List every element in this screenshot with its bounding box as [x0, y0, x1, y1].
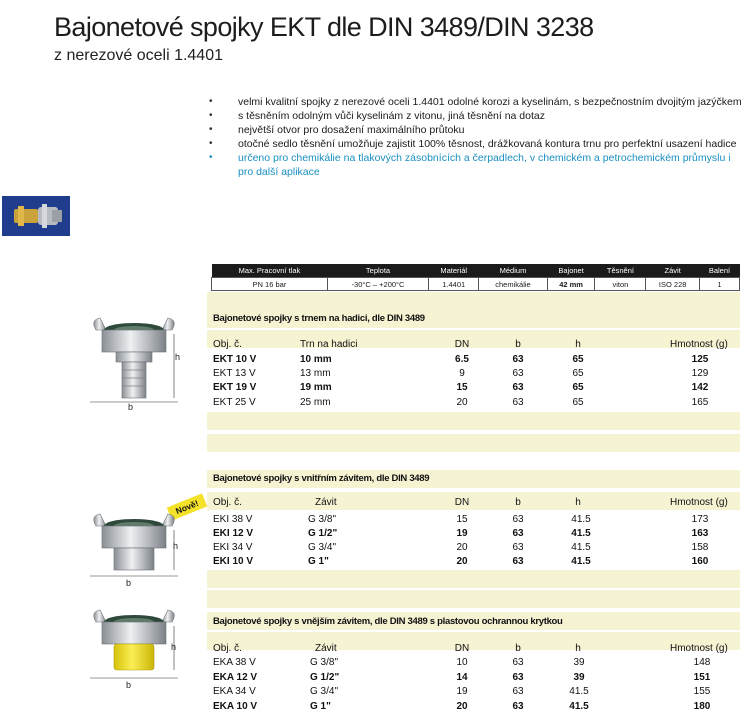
cell-weight: 180: [693, 701, 711, 712]
cell-weight: 129: [691, 368, 709, 379]
table-band: [207, 632, 740, 650]
spec-value: -30°C – +200°C: [327, 278, 428, 291]
cell-weight: 125: [691, 354, 709, 365]
col-header: Obj. č.: [213, 643, 242, 654]
cell-b: 63: [512, 672, 524, 683]
cell-h: 41.5: [571, 542, 591, 553]
feature-item: • největší otvor pro dosažení maximálního průtoku: [206, 123, 746, 137]
cell-h: 65: [572, 354, 584, 365]
table-band: [207, 292, 740, 310]
cell-dn: 20: [456, 542, 468, 553]
cell-b: 63: [512, 397, 524, 408]
cell-dn: 10: [456, 657, 468, 668]
cell-dn: 19: [456, 686, 468, 697]
cell-conn: 25 mm: [300, 397, 331, 408]
cell-obj: EKT 25 V: [213, 397, 256, 408]
cell-h: 41.5: [571, 556, 591, 567]
col-header: h: [575, 643, 581, 654]
cell-conn: G 1/2": [308, 528, 338, 539]
spec-value: 1.4401: [429, 278, 479, 291]
cell-obj: EKA 12 V: [213, 672, 258, 683]
spec-value-row: [212, 278, 740, 291]
cell-h: 41.5: [569, 701, 589, 712]
spec-header: Bajonet: [547, 264, 595, 278]
table-band: [207, 412, 740, 430]
cell-obj: EKT 19 V: [213, 382, 257, 393]
cell-dn: 20: [456, 701, 468, 712]
cell-b: 63: [512, 354, 524, 365]
table-band: [207, 570, 740, 588]
cell-h: 41.5: [569, 686, 589, 697]
col-header: h: [575, 497, 581, 508]
col-header: Hmotnost (g): [670, 497, 728, 508]
section-title: Bajonetové spojky s vnějším závitem, dle DIN 3489 s plastovou ochrannou krytkou: [213, 616, 563, 627]
table-band: [207, 434, 740, 452]
cell-conn: G 3/4": [308, 542, 337, 553]
col-header: Obj. č.: [213, 339, 242, 350]
col-header: h: [575, 339, 581, 350]
cell-b: 63: [512, 528, 524, 539]
cell-weight: 155: [693, 686, 711, 697]
col-header: b: [515, 497, 521, 508]
cell-conn: G 1": [310, 701, 331, 712]
spec-value: chemikálie: [479, 278, 547, 291]
spec-header: Závit: [646, 264, 700, 278]
col-header: DN: [454, 497, 470, 508]
page-subtitle: z nerezové oceli 1.4401: [54, 47, 223, 64]
spec-value: 1: [699, 278, 739, 291]
cell-conn: G 3/8": [310, 657, 339, 668]
cell-h: 39: [573, 672, 585, 683]
cell-dn: 9: [459, 368, 465, 379]
col-header: Hmotnost (g): [670, 339, 728, 350]
spec-header: Médium: [479, 264, 547, 278]
spec-header: Balení: [699, 264, 739, 278]
cell-conn: 10 mm: [300, 354, 332, 365]
spec-header-row: [212, 264, 740, 278]
cell-obj: EKI 34 V: [213, 542, 253, 553]
product-image-male-thread-cap: [84, 608, 184, 684]
cell-h: 65: [572, 382, 584, 393]
cell-h: 65: [572, 397, 584, 408]
cell-b: 63: [512, 382, 524, 393]
cell-b: 63: [512, 701, 524, 712]
cell-obj: EKA 38 V: [213, 657, 256, 668]
spec-header: Max. Pracovní tlak: [212, 264, 328, 278]
cell-b: 63: [512, 542, 524, 553]
cell-b: 63: [512, 657, 524, 668]
cell-conn: 13 mm: [300, 368, 331, 379]
col-header: DN: [454, 643, 470, 654]
col-header: b: [515, 339, 521, 350]
cell-dn: 19: [456, 528, 468, 539]
spec-table: [211, 264, 740, 291]
dimension-b-label: b: [128, 402, 134, 412]
cell-h: 41.5: [571, 514, 591, 525]
cell-dn: 14: [456, 672, 468, 683]
cell-h: 41.5: [571, 528, 591, 539]
table-band: [207, 590, 740, 608]
cell-obj: EKT 10 V: [213, 354, 257, 365]
cell-weight: 165: [691, 397, 709, 408]
cell-dn: 20: [456, 397, 468, 408]
spec-header: Těsnění: [595, 264, 646, 278]
spec-value: 42 mm: [547, 278, 595, 291]
feature-item: • velmi kvalitní spojky z nerezové oceli 1.4401 odolné korozi a kyselinám, s bezpečnostním dvojitým jazýčkem: [206, 95, 746, 109]
page-title: Bajonetové spojky EKT dle DIN 3489/DIN 3238: [54, 12, 594, 42]
cell-conn: 19 mm: [300, 382, 332, 393]
col-header: b: [515, 643, 521, 654]
table-band: [207, 492, 740, 510]
cell-conn: G 1/2": [310, 672, 340, 683]
cell-b: 63: [512, 514, 524, 525]
dimension-h-label: h: [175, 352, 181, 362]
cell-dn: 15: [456, 514, 468, 525]
cell-weight: 173: [691, 514, 709, 525]
spec-header: Teplota: [327, 264, 428, 278]
cell-obj: EKT 13 V: [213, 368, 256, 379]
cell-conn: G 3/4": [310, 686, 339, 697]
table-band: [207, 330, 740, 348]
col-header: Závit: [315, 497, 337, 508]
col-header: Trn na hadici: [300, 339, 358, 350]
cell-h: 65: [572, 368, 584, 379]
dimension-h-label: h: [173, 541, 179, 551]
product-image-hose-tail: [84, 312, 184, 408]
feature-item: • s těsněním odolným vůči kyselinám z vitonu, jiná těsnění na dotaz: [206, 109, 746, 123]
col-header: Závit: [315, 643, 337, 654]
cell-obj: EKA 10 V: [213, 701, 258, 712]
cell-conn: G 3/8": [308, 514, 337, 525]
cell-dn: 20: [456, 556, 468, 567]
col-header: DN: [454, 339, 470, 350]
cell-dn: 6.5: [455, 354, 469, 365]
cell-weight: 160: [691, 556, 709, 567]
feature-item: • otočné sedlo těsnění umožňuje zajistit 100% těsnost, drážkovaná kontura trnu pro perfektní usazení hadice: [206, 137, 746, 151]
cell-b: 63: [512, 368, 524, 379]
spec-value: ISO 228: [646, 278, 700, 291]
section-title: Bajonetové spojky s trnem na hadici, dle DIN 3489: [213, 313, 425, 324]
cell-conn: G 1": [308, 556, 329, 567]
feature-item-application: • určeno pro chemikálie na tlakových zásobnících a čerpadlech, v chemickém a petrochemickém průmyslu i pro další aplikace: [206, 151, 746, 179]
product-image-female-thread: [84, 510, 184, 582]
col-header: Hmotnost (g): [670, 643, 728, 654]
cell-weight: 148: [693, 657, 711, 668]
cell-obj: EKI 12 V: [213, 528, 254, 539]
dimension-b-label: b: [126, 578, 132, 588]
cell-dn: 15: [456, 382, 468, 393]
new-badge: Nově!: [167, 493, 207, 520]
cell-obj: EKI 10 V: [213, 556, 254, 567]
cell-weight: 142: [691, 382, 709, 393]
cell-weight: 163: [691, 528, 709, 539]
cell-h: 39: [573, 657, 585, 668]
cell-obj: EKI 38 V: [213, 514, 253, 525]
dimension-b-label: b: [126, 680, 132, 690]
product-thumbnail: [2, 196, 70, 236]
col-header: Obj. č.: [213, 497, 242, 508]
cell-b: 63: [512, 556, 524, 567]
cell-obj: EKA 34 V: [213, 686, 256, 697]
section-title: Bajonetové spojky s vnitřním závitem, dle DIN 3489: [213, 473, 430, 484]
cell-weight: 158: [691, 542, 709, 553]
cell-b: 63: [512, 686, 524, 697]
spec-value: PN 16 bar: [212, 278, 328, 291]
spec-value: viton: [595, 278, 646, 291]
feature-list: [206, 95, 746, 179]
spec-header: Materiál: [429, 264, 479, 278]
dimension-h-label: h: [171, 642, 177, 652]
cell-weight: 151: [693, 672, 711, 683]
